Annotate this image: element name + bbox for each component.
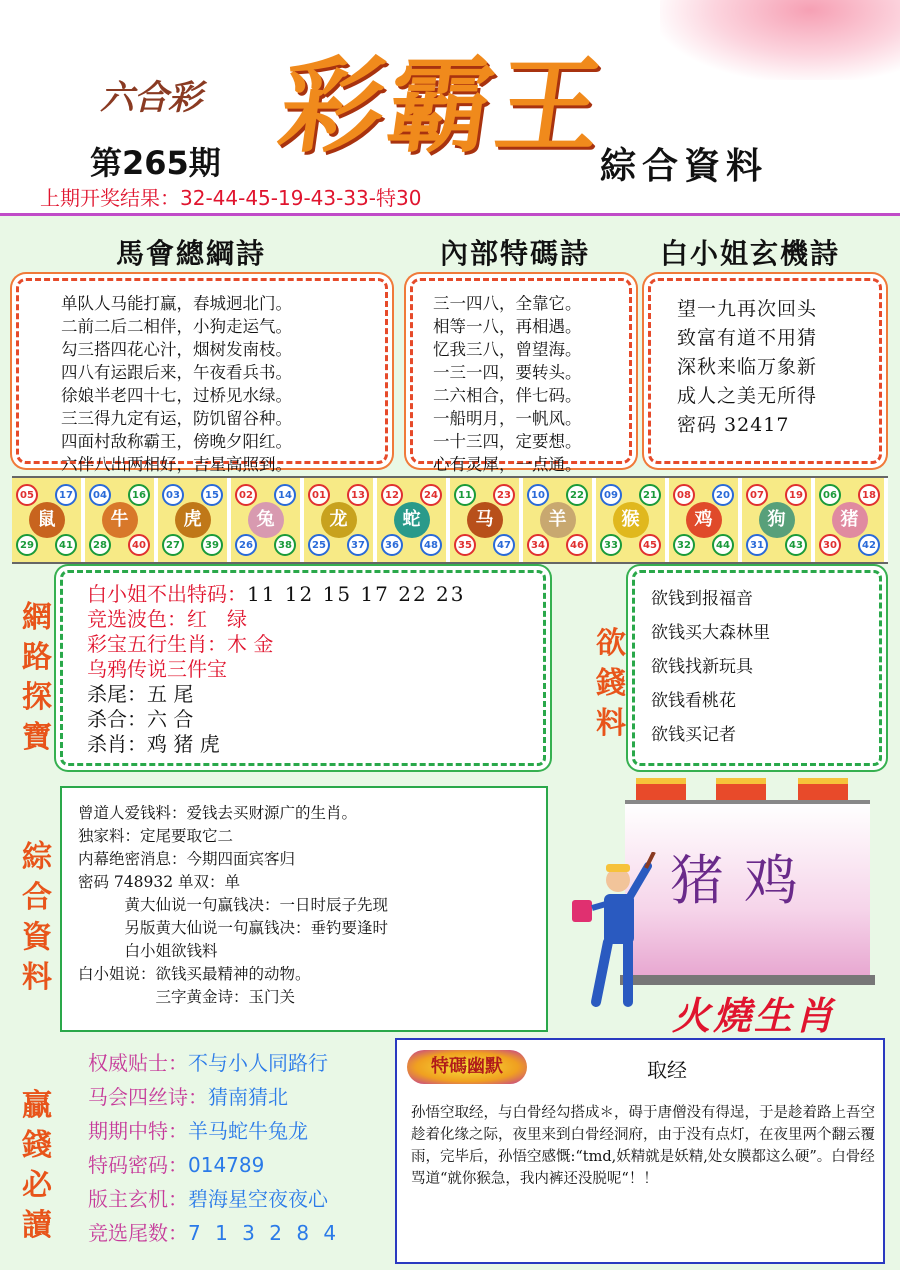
poem-line: 二前二后二相伴，小狗走运气。 <box>61 317 292 336</box>
zodiac-cell <box>158 478 231 562</box>
number-ball: 18 <box>858 484 880 506</box>
number-ball: 21 <box>639 484 661 506</box>
poem-line: 致富有道不用猜 <box>677 327 818 349</box>
number-ball: 12 <box>381 484 403 506</box>
number-ball: 48 <box>420 534 442 556</box>
tip-item <box>88 1182 340 1216</box>
number-ball: 43 <box>785 534 807 556</box>
money-riddle-item: 欲钱看桃花 <box>651 691 736 711</box>
tip-label: 期期中特： <box>88 1119 188 1143</box>
number-ball: 28 <box>89 534 111 556</box>
humor-story-box <box>395 1038 885 1264</box>
painter-icon <box>566 852 656 1012</box>
side-label-money: 欲錢料 <box>596 626 626 741</box>
billboard-post <box>636 778 686 800</box>
money-riddle-item: 欲钱到报福音 <box>651 589 753 609</box>
poem-line: 四八有运跟后来，午夜看兵书。 <box>61 363 292 382</box>
horse-poem-box <box>16 278 388 474</box>
info-line: 黄大仙说一句赢钱决：一日时辰子先现 <box>78 896 389 914</box>
zodiac-cell <box>523 478 596 562</box>
header-subtitle: 綜合資料 <box>600 145 769 187</box>
tip-label: 竞选尾数： <box>88 1221 188 1245</box>
last-draw-result: 上期开奖结果：32-44-45-19-43-33-特30 <box>40 186 422 210</box>
poem-line: 望一九再次回头 <box>677 298 818 320</box>
zodiac-animal-icon: 羊 <box>540 502 576 538</box>
number-ball: 23 <box>493 484 515 506</box>
number-ball: 13 <box>347 484 369 506</box>
number-ball: 19 <box>785 484 807 506</box>
wave-color-line: 竞选波色：红 绿 <box>87 607 247 631</box>
poem-line: 心有灵犀，一点通。 <box>433 455 582 474</box>
zodiac-animal-icon: 鼠 <box>29 502 65 538</box>
info-line: 另版黄大仙说一句赢钱决：垂钓要逢时 <box>78 919 389 937</box>
kill-tail-line: 杀尾：五 尾 <box>87 682 194 706</box>
tip-value: 7 1 3 2 8 4 <box>188 1221 341 1245</box>
number-ball: 37 <box>347 534 369 556</box>
number-ball: 44 <box>712 534 734 556</box>
number-ball: 06 <box>819 484 841 506</box>
poem-line: 单队人马能打赢，春城迥北门。 <box>61 294 292 313</box>
number-ball: 42 <box>858 534 880 556</box>
zodiac-animal-icon: 龙 <box>321 502 357 538</box>
zodiac-animal-icon: 蛇 <box>394 502 430 538</box>
poem-line: 三一四八，全靠它。 <box>433 294 582 313</box>
tip-value: 014789 <box>188 1153 265 1177</box>
zodiac-animal-icon: 兔 <box>248 502 284 538</box>
fire-zodiac-caption: 火燒生肖 <box>672 993 837 1038</box>
logo: 彩霸王 <box>272 44 614 167</box>
zodiac-cell <box>377 478 450 562</box>
zodiac-animal-icon: 牛 <box>102 502 138 538</box>
no-special-numbers: 11 12 15 17 22 23 <box>247 582 466 606</box>
title-miss-bai-poem: 白小姐玄機詩 <box>660 237 841 270</box>
zodiac-animal-icon: 猪 <box>832 502 868 538</box>
network-treasure-box <box>60 570 546 766</box>
number-ball: 05 <box>16 484 38 506</box>
info-line: 白小姐欲钱料 <box>78 942 218 960</box>
info-line: 独家料：定尾要取它二 <box>78 827 234 845</box>
number-ball: 29 <box>16 534 38 556</box>
poem-line: 密码 32417 <box>677 414 790 436</box>
title-horse-poem: 馬會總綱詩 <box>116 237 267 270</box>
info-line: 三字黄金诗：玉门关 <box>78 988 296 1006</box>
number-ball: 16 <box>128 484 150 506</box>
tip-item <box>88 1148 340 1182</box>
number-ball: 14 <box>274 484 296 506</box>
billboard-base <box>620 975 875 985</box>
tips-list <box>88 1046 340 1250</box>
zodiac-cell <box>742 478 815 562</box>
info-line: 内幕绝密消息：今期四面宾客归 <box>78 850 296 868</box>
poem-line: 成人之美无所得 <box>677 385 818 407</box>
tip-label: 版主玄机： <box>88 1187 188 1211</box>
number-ball: 20 <box>712 484 734 506</box>
number-ball: 39 <box>201 534 223 556</box>
number-ball: 24 <box>420 484 442 506</box>
zodiac-cell <box>304 478 377 562</box>
poem-line: 一三一四，要转头。 <box>433 363 582 382</box>
number-ball: 10 <box>527 484 549 506</box>
number-ball: 08 <box>673 484 695 506</box>
number-ball: 27 <box>162 534 184 556</box>
zodiac-animal-icon: 猴 <box>613 502 649 538</box>
five-elements-line: 彩宝五行生肖：木 金 <box>87 632 274 656</box>
zodiac-cell <box>669 478 742 562</box>
tip-value: 猜南猜北 <box>208 1085 288 1109</box>
number-ball: 03 <box>162 484 184 506</box>
info-line: 白小姐说：欲钱买最精神的动物。 <box>78 965 311 983</box>
zodiac-cell <box>85 478 158 562</box>
miss-bai-poem-box <box>648 278 882 464</box>
zodiac-animal-icon: 马 <box>467 502 503 538</box>
number-ball: 41 <box>55 534 77 556</box>
money-riddle-item: 欲钱买大森林里 <box>651 623 770 643</box>
number-ball: 04 <box>89 484 111 506</box>
info-line: 曾道人爱钱料：爱钱去买财源广的生肖。 <box>78 804 358 822</box>
number-ball: 15 <box>201 484 223 506</box>
zodiac-cell <box>12 478 85 562</box>
tip-label: 权威贴士： <box>88 1051 188 1075</box>
poem-line: 四面村敌称霸王，傍晚夕阳红。 <box>61 432 292 451</box>
billboard-zodiac: 猪鸡 <box>670 849 818 912</box>
zodiac-cell <box>231 478 304 562</box>
no-special-line <box>87 582 465 607</box>
info-line: 密码 748932 单双：单 <box>78 873 241 891</box>
humor-badge: 特碼幽默 <box>407 1050 527 1084</box>
side-label-general: 綜合資料 <box>22 840 52 995</box>
number-ball: 33 <box>600 534 622 556</box>
zodiac-animal-icon: 鸡 <box>686 502 722 538</box>
money-riddle-box <box>632 570 882 766</box>
number-ball: 07 <box>746 484 768 506</box>
inner-poem-box <box>410 278 632 474</box>
number-ball: 34 <box>527 534 549 556</box>
tip-value: 羊马蛇牛兔龙 <box>188 1119 308 1143</box>
kill-sum-line: 杀合：六 合 <box>87 707 194 731</box>
header-divider <box>0 213 900 216</box>
poem-line: 深秋来临万象新 <box>677 356 818 378</box>
zodiac-animal-icon: 虎 <box>175 502 211 538</box>
number-ball: 46 <box>566 534 588 556</box>
number-ball: 26 <box>235 534 257 556</box>
poem-line: 忆我三八，曾望海。 <box>433 340 582 359</box>
title-inner-poem: 內部特碼詩 <box>440 237 591 270</box>
no-special-label: 白小姐不出特码： <box>87 582 247 606</box>
poem-line: 二六相合，伴七码。 <box>433 386 582 405</box>
number-ball: 25 <box>308 534 330 556</box>
number-ball: 30 <box>819 534 841 556</box>
number-ball: 38 <box>274 534 296 556</box>
tip-label: 马会四丝诗： <box>88 1085 208 1109</box>
number-ball: 01 <box>308 484 330 506</box>
corner-decoration <box>660 0 900 80</box>
general-info-box <box>60 786 548 1032</box>
side-label-win: 贏錢必讀 <box>22 1088 52 1243</box>
kill-zodiac-line: 杀肖：鸡 猪 虎 <box>87 732 220 756</box>
number-ball: 36 <box>381 534 403 556</box>
tip-label: 特码密码： <box>88 1153 188 1177</box>
number-ball: 17 <box>55 484 77 506</box>
number-ball: 11 <box>454 484 476 506</box>
crow-legend-line: 乌鸦传说三件宝 <box>87 657 227 681</box>
billboard-post <box>716 778 766 800</box>
side-label-network: 網路探寶 <box>22 600 52 755</box>
number-ball: 22 <box>566 484 588 506</box>
number-ball: 47 <box>493 534 515 556</box>
number-ball: 32 <box>673 534 695 556</box>
zodiac-cell <box>815 478 888 562</box>
zodiac-cell <box>450 478 523 562</box>
number-ball: 09 <box>600 484 622 506</box>
tip-item <box>88 1080 340 1114</box>
number-ball: 45 <box>639 534 661 556</box>
header <box>0 0 900 215</box>
tip-value: 碧海星空夜夜心 <box>188 1187 328 1211</box>
zodiac-cell <box>596 478 669 562</box>
poem-line: 勾三搭四花心汁，烟树发南枝。 <box>61 340 292 359</box>
poem-line: 相等一八，再相遇。 <box>433 317 582 336</box>
issue-number: 第265期 <box>90 144 221 182</box>
tip-item <box>88 1114 340 1148</box>
zodiac-animal-icon: 狗 <box>759 502 795 538</box>
number-ball: 31 <box>746 534 768 556</box>
story-text: 孙悟空取经，与白骨经勾搭成＊，碍于唐僧没有得逞，于是趁着路上吾空趁着化缘之际，夜里来到白骨经洞府，由于没有点灯，在夜里两个翻云覆雨，完毕后，孙悟空感慨:“tmd,妖精就是妖精,处女膜都这么硬”。白骨经骂道“就你猴急，我内裤还没脱呢“！！ <box>411 1105 875 1187</box>
money-riddle-item: 欲钱买记者 <box>651 725 736 745</box>
story-title: 取经 <box>647 1058 687 1082</box>
poem-line: 徐娘半老四十七，过桥见水绿。 <box>61 386 292 405</box>
billboard-post <box>798 778 848 800</box>
number-ball: 35 <box>454 534 476 556</box>
poem-line: 一船明月，一帆风。 <box>433 409 582 428</box>
number-ball: 02 <box>235 484 257 506</box>
tip-value: 不与小人同路行 <box>188 1051 328 1075</box>
poem-line: 一十三四，定要想。 <box>433 432 582 451</box>
number-ball: 40 <box>128 534 150 556</box>
poem-line: 六伴八出两相好，吉星高照到。 <box>61 455 292 474</box>
tip-item <box>88 1216 340 1250</box>
money-riddle-item: 欲钱找新玩具 <box>651 657 753 677</box>
brand-small: 六合彩 <box>100 78 202 118</box>
zodiac-strip <box>12 476 888 564</box>
poem-line: 三三得九定有运，防饥留谷种。 <box>61 409 292 428</box>
tip-item <box>88 1046 340 1080</box>
